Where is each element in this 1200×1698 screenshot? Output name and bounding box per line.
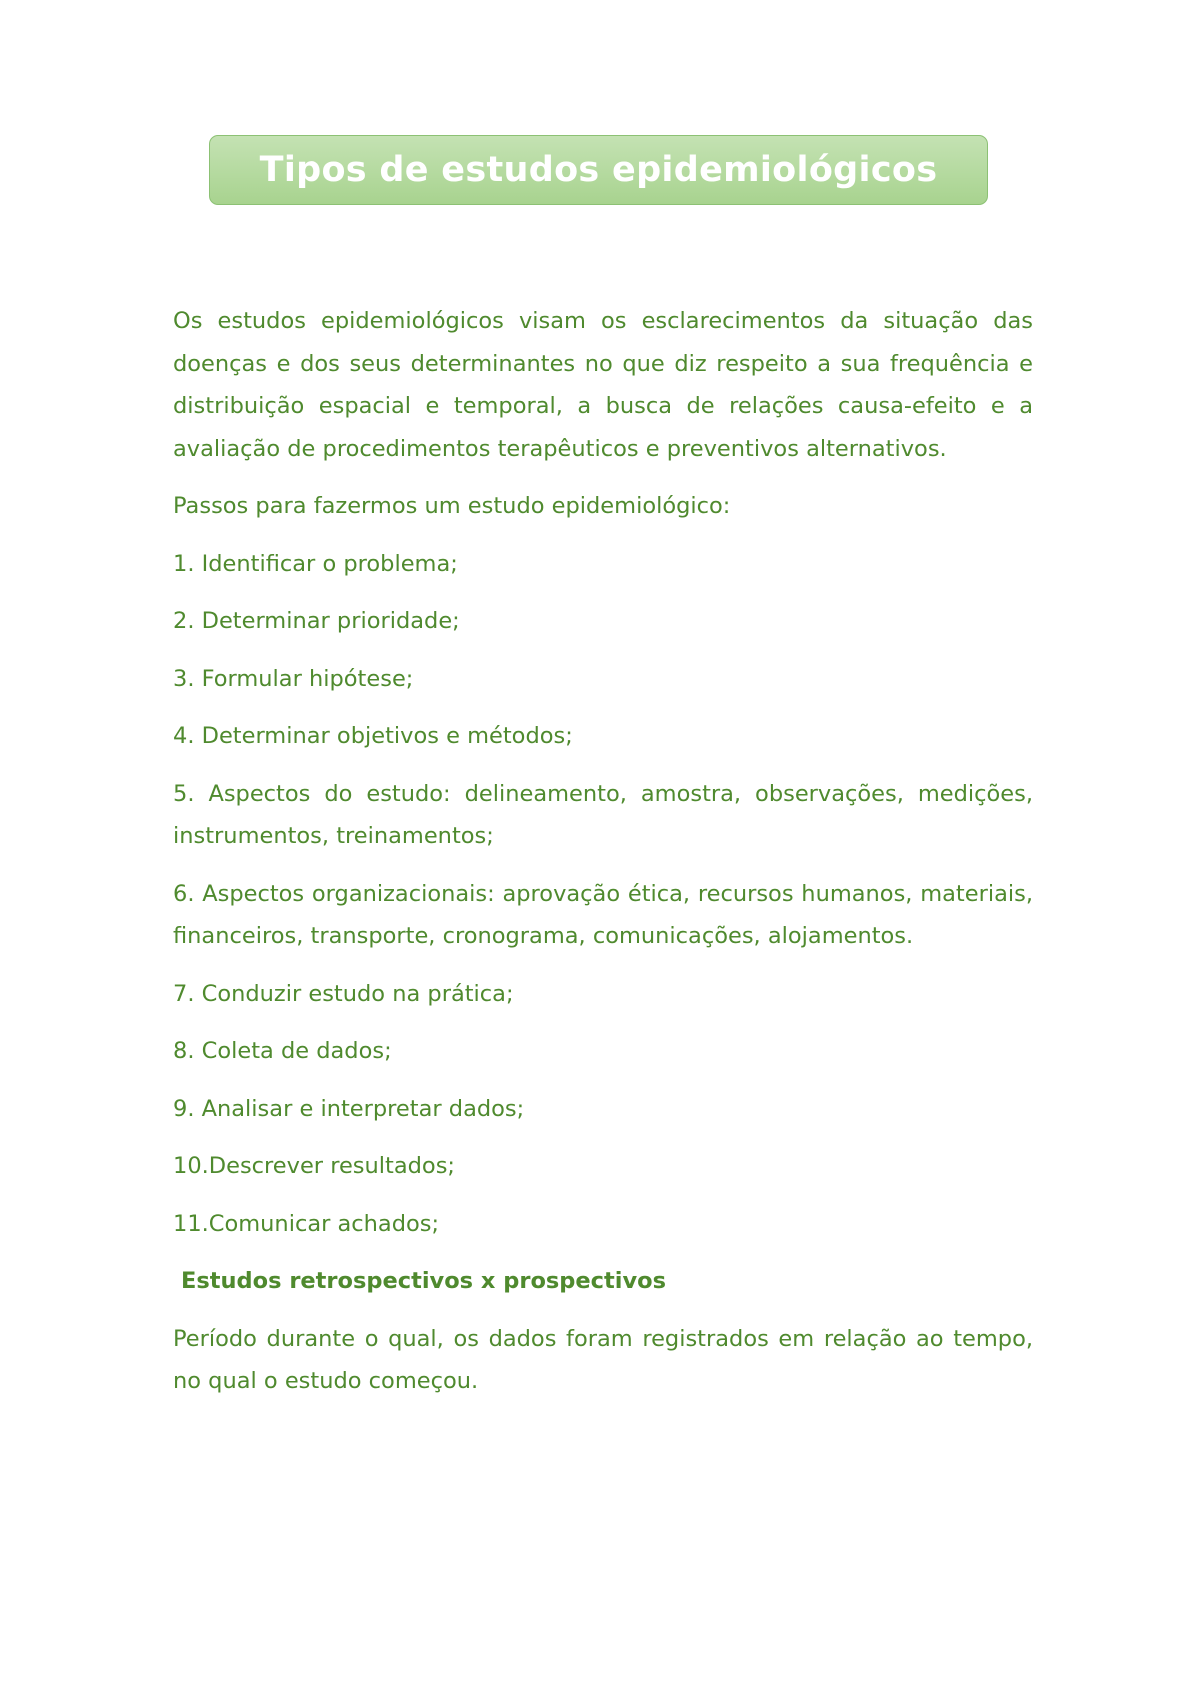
step-item: 6. Aspectos organizacionais: aprovação ética, recursos humanos, materiais, financeiros, transporte, cronograma, comunicações, alojamentos. [173,880,1033,949]
step-item: 5. Aspectos do estudo: delineamento, amostra, observações, medições, instrumentos, treinamentos; [173,780,1033,849]
step-item: 2. Determinar prioridade; [173,608,460,634]
step-item: 1. Identificar o problema; [173,550,458,577]
step-item: 4. Determinar objetivos e métodos; [173,723,573,749]
step-item: 3. Formular hipótese; [173,665,414,692]
title-banner [209,135,988,205]
intro-paragraph: Os estudos epidemiológicos visam os esclarecimentos da situação das doenças e dos seus determinantes no que diz respeito a sua frequência e distribuição espacial e temporal, a busca de relações causa-efeito e a avaliação de procedimentos terapêuticos e preventivos alternativos. [173,308,1033,462]
step-item: 10.Descrever resultados; [173,1153,455,1179]
step-item: 11.Comunicar achados; [173,1210,440,1237]
step-item: 7. Conduzir estudo na prática; [173,980,514,1007]
steps-intro: Passos para fazermos um estudo epidemiológico: [173,493,731,519]
document-body [173,300,1033,1403]
page-title: Tipos de estudos epidemiológicos [259,150,938,190]
step-item: 8. Coleta de dados; [173,1038,392,1064]
section-paragraph: Período durante o qual, os dados foram registrados em relação ao tempo, no qual o estudo começou. [173,1325,1033,1394]
step-item: 9. Analisar e interpretar dados; [173,1095,525,1122]
section-heading: Estudos retrospectivos x prospectivos [181,1268,666,1294]
